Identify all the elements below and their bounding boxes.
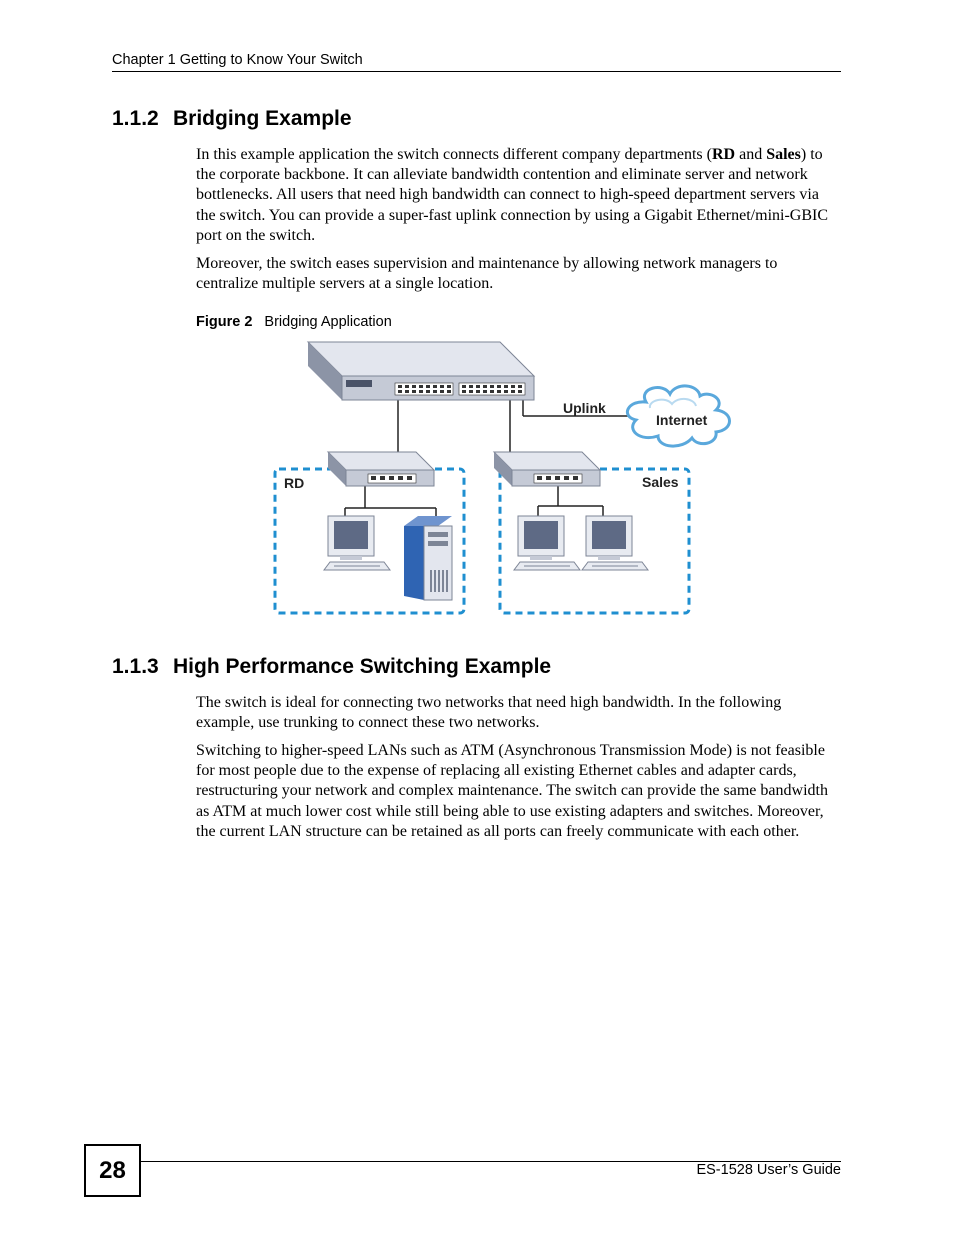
paragraph-bridging-1: In this example application the switch connects different company departments (RD and Sales) to the corporate backbone. It can alleviate bandwidth contention and eliminate server and network bottlenecks. All users that need high bandwidth can connect to high-speed department servers via the switch. You can provide a super-fast uplink connection by using a Gigabit Ethernet/mini-GBIC port on the switch. xyxy=(196,146,829,244)
section-heading-switching xyxy=(112,655,551,679)
uplink-label: Uplink xyxy=(563,400,606,416)
rd-server-icon xyxy=(404,516,452,600)
rd-switch-icon xyxy=(328,452,434,486)
sales-computer-1-icon xyxy=(514,516,580,570)
section-title: Bridging Example xyxy=(173,107,352,130)
figure-caption xyxy=(196,314,392,330)
section-title: High Performance Switching Example xyxy=(173,655,552,678)
paragraph-bridging-2: Moreover, the switch eases supervision and maintenance by allowing network managers to centralize multiple servers at a single location. xyxy=(196,255,778,293)
sales-label: Sales xyxy=(642,474,679,490)
bridging-diagram xyxy=(268,338,742,622)
internet-label: Internet xyxy=(656,412,708,428)
page-number: 28 xyxy=(84,1144,141,1197)
figure-label: Figure 2 xyxy=(196,314,253,330)
core-switch-icon xyxy=(308,342,534,400)
rd-label: RD xyxy=(284,475,305,491)
sales-switch-icon xyxy=(494,452,600,486)
section-heading-bridging xyxy=(112,107,352,131)
paragraph-switching-1: The switch is ideal for connecting two networks that need high bandwidth. In the following example, use trunking to connect these two networks. xyxy=(196,694,782,732)
rd-computer-icon xyxy=(324,516,390,570)
running-header: Chapter 1 Getting to Know Your Switch xyxy=(112,52,363,68)
section-number: 1.1.3 xyxy=(112,655,159,678)
figure-title: Bridging Application xyxy=(264,314,392,330)
term-sales: Sales xyxy=(766,146,801,163)
term-rd: RD xyxy=(711,146,736,163)
guide-title: ES-1528 User’s Guide xyxy=(696,1162,841,1178)
section-number: 1.1.2 xyxy=(112,107,159,130)
paragraph-switching-2: Switching to higher-speed LANs such as ATM (Asynchronous Transmission Mode) is not feasible for most people due to the expense of replacing all existing Ethernet cables and adapter cards, restructuring your network and complex maintenance. The switch can provide the same bandwidth as ATM at much lower cost while still being able to use existing adapters and switches. Moreover, the current LAN structure can be retained as all ports can freely communicate with each other. xyxy=(196,742,828,840)
sales-computer-2-icon xyxy=(582,516,648,570)
header-rule xyxy=(112,71,841,72)
